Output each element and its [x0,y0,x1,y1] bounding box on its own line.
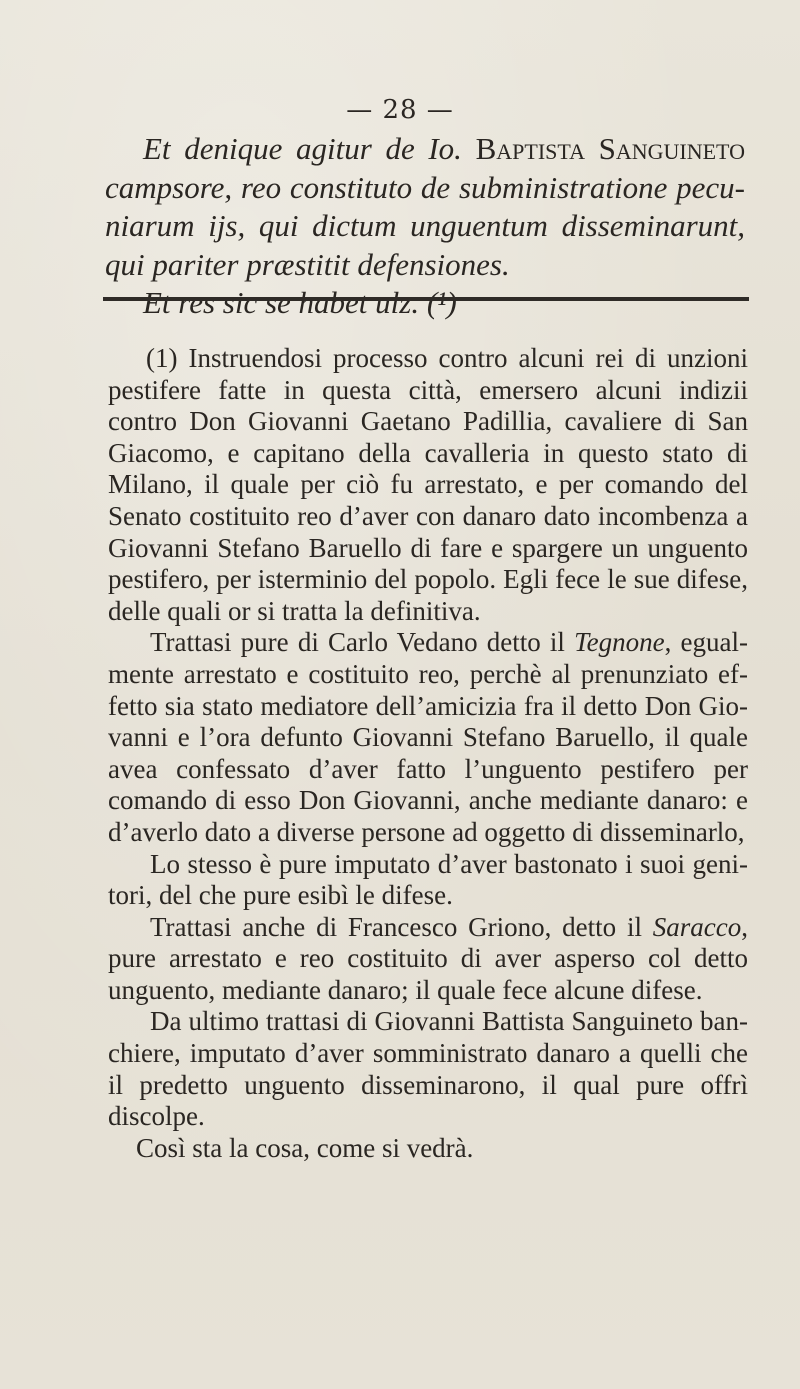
footnotes-block [108,343,748,1164]
footnote-divider [103,297,749,301]
name-smallcaps: Baptista Sanguineto [475,131,745,166]
footnote-paragraph-6: Così sta la cosa, come si vedrà. [136,1132,474,1163]
footnote-paragraph-3: Lo stesso è pure imputato d’aver bastonato i suoi genitori, del che pure esibì le difese. [108,848,748,911]
note-text: Trattasi pure di Carlo Vedano detto il [150,627,575,658]
note-text: , pure arrestato e reo costituito di aver asperso col detto unguento, mediante danaro; il quale fece alcune difese. [108,911,748,1005]
footnote-1: (1) Instruendosi processo contro alcuni rei di unzioni pestifere fatte in questa città, emersero alcuni indizii contro Don Giovanni Gaetano Padillia, cavaliere di San Giacomo, e capitano della cavalleria in questo stato di Milano, il quale per ciò fu arrestato, e per comando del Senato costituito reo d’aver con danaro dato incombenza a Giovanni Stefano Baruello di fare e spargere un unguento pestifero, per isterminio del popolo. Egli fece le sue difese, delle quali or si tratta la definitiva. [108,343,748,626]
note-text: , egualmente arrestato e costituito reo, perchè al prenunziato effetto sia stato mediatore dell’amicizia fra il detto Don Giovanni e l’ora defunto Giovanni Stefano Baruello, il quale avea confessato d’aver fatto l’unguento pestifero per comando di esso Don Giovanni, anche mediante danaro: e d’averlo dato a diverse persone ad oggetto di disseminarlo, [108,627,748,847]
nickname: Saracco [652,911,742,942]
latin-paragraph-1 [105,130,745,284]
latin-text-block [105,130,745,323]
note-text: Trattasi anche di Francesco Griono, detto il [150,911,653,942]
footnote-paragraph-2 [108,627,748,848]
footnote-paragraph-5: Da ultimo trattasi di Giovanni Battista Sanguineto banchiere, imputato d’aver somministrato danaro a quelli che il predetto unguento disseminarono, il qual pure offrì discolpe. [108,1006,748,1132]
latin-text: campsore, reo constituto de subministratione pecuniarum ijs, qui dictum unguentum disseminarunt, qui pariter præstitit defensiones. [105,169,745,282]
latin-paragraph-2: Et res sic se habet ulz. (¹) [143,285,457,320]
page-number: — 28 — [346,95,454,125]
latin-text: Et denique agitur de Io. [143,131,476,166]
nickname: Tegnone [574,627,665,658]
footnote-paragraph-4 [108,912,748,1007]
